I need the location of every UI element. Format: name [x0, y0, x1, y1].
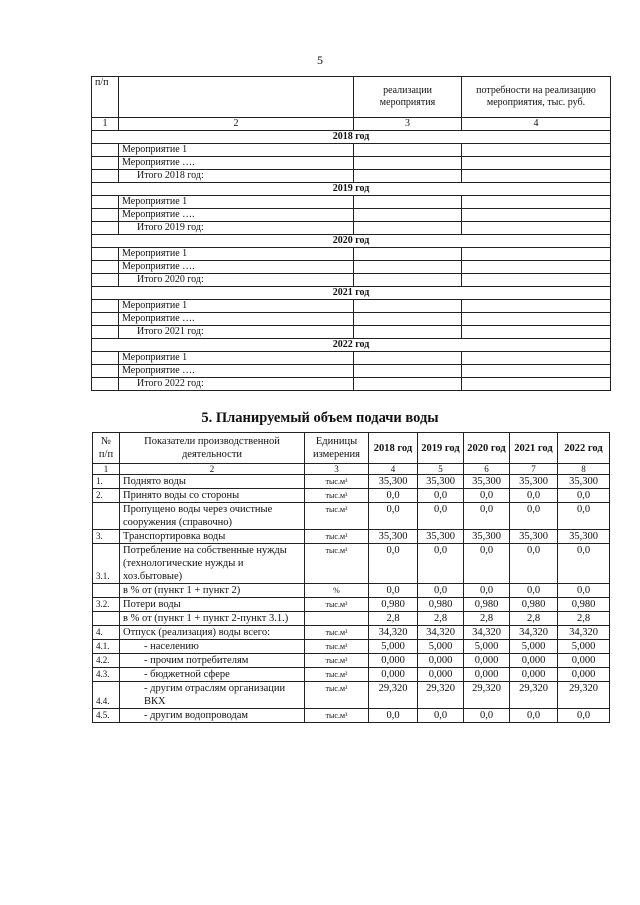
- event-cost-cell: [462, 144, 611, 157]
- supply-row-value: 35,300: [369, 475, 418, 489]
- event-cost-cell: [462, 196, 611, 209]
- event-row: [92, 352, 611, 365]
- supply-row-number: 1.: [93, 475, 120, 489]
- supply-row-value: 29,320: [369, 682, 418, 709]
- event-no-cell: [92, 170, 119, 183]
- event-no-cell: [92, 274, 119, 287]
- supply-row-unit: тыс.м³: [305, 654, 369, 668]
- supply-row-value: 35,300: [464, 530, 510, 544]
- events-number-cell: 3: [354, 118, 462, 131]
- supply-row: [93, 475, 610, 489]
- supply-row-number: 2.: [93, 489, 120, 503]
- year-total-row: [92, 326, 611, 339]
- supply-row-value: 34,320: [464, 626, 510, 640]
- supply-row-value: 2,8: [369, 612, 418, 626]
- supply-row-label: в % от (пункт 1 + пункт 2): [120, 584, 305, 598]
- event-implementation-cell: [354, 352, 462, 365]
- supply-number-cell: 8: [558, 464, 610, 475]
- event-no-cell: [92, 222, 119, 235]
- supply-row-value: 0,0: [464, 709, 510, 723]
- supply-row-value: 29,320: [464, 682, 510, 709]
- supply-col-year-header: 2019 год: [418, 433, 464, 464]
- supply-row-unit: тыс.м³: [305, 640, 369, 654]
- supply-row-value: 35,300: [464, 475, 510, 489]
- supply-row-value: 29,320: [418, 682, 464, 709]
- event-row: [92, 209, 611, 222]
- event-no-cell: [92, 300, 119, 313]
- event-no-cell: [92, 352, 119, 365]
- event-implementation-cell: [354, 248, 462, 261]
- supply-row-value: 0,0: [464, 489, 510, 503]
- supply-row-label: - населению: [120, 640, 305, 654]
- supply-row-value: 0,0: [464, 503, 510, 530]
- supply-row-value: 0,000: [418, 668, 464, 682]
- event-cost-cell: [462, 222, 611, 235]
- event-cost-cell: [462, 209, 611, 222]
- events-col-implementation-header: реализации мероприятия: [354, 77, 462, 118]
- event-implementation-cell: [354, 261, 462, 274]
- water-supply-table: [92, 432, 610, 723]
- year-group-row: [92, 235, 611, 248]
- supply-row: [93, 584, 610, 598]
- supply-row: [93, 709, 610, 723]
- supply-row-value: 0,000: [558, 654, 610, 668]
- event-cost-cell: [462, 274, 611, 287]
- event-implementation-cell: [354, 222, 462, 235]
- supply-row: [93, 489, 610, 503]
- supply-row-number: [93, 612, 120, 626]
- supply-col-indicator-header: Показатели производственной деятельности: [120, 433, 305, 464]
- supply-row-value: 5,000: [418, 640, 464, 654]
- supply-row-value: 0,0: [418, 584, 464, 598]
- supply-row-value: 0,980: [464, 598, 510, 612]
- supply-row-value: 0,0: [369, 489, 418, 503]
- supply-row-value: 0,0: [464, 544, 510, 584]
- supply-row-value: 35,300: [418, 475, 464, 489]
- supply-row-value: 5,000: [464, 640, 510, 654]
- supply-row-value: 5,000: [558, 640, 610, 654]
- event-name: Мероприятие 1: [119, 196, 354, 209]
- supply-row-value: 0,0: [558, 503, 610, 530]
- supply-row-number: 3.1.: [93, 544, 120, 584]
- event-cost-cell: [462, 313, 611, 326]
- supply-number-cell: 1: [93, 464, 120, 475]
- year-total-label: Итого 2022 год:: [119, 378, 354, 391]
- supply-row-label: Транспортировка воды: [120, 530, 305, 544]
- year-group-row: [92, 131, 611, 144]
- supply-row-unit: тыс.м³: [305, 530, 369, 544]
- supply-row-number: 4.1.: [93, 640, 120, 654]
- supply-col-year-header: 2020 год: [464, 433, 510, 464]
- supply-row-value: 0,000: [558, 668, 610, 682]
- event-no-cell: [92, 261, 119, 274]
- event-cost-cell: [462, 261, 611, 274]
- supply-row-number: [93, 503, 120, 530]
- supply-row-label: Поднято воды: [120, 475, 305, 489]
- year-total-row: [92, 170, 611, 183]
- supply-row-unit: тыс.м³: [305, 475, 369, 489]
- supply-row-value: 0,0: [510, 709, 558, 723]
- event-implementation-cell: [354, 209, 462, 222]
- supply-row-value: 0,000: [464, 654, 510, 668]
- supply-row-number: 4.: [93, 626, 120, 640]
- events-col-name-header: [119, 77, 354, 118]
- supply-row-value: 5,000: [510, 640, 558, 654]
- supply-row-unit: %: [305, 584, 369, 598]
- event-row: [92, 365, 611, 378]
- supply-row-unit: тыс.м³: [305, 489, 369, 503]
- supply-col-unit-header: Единицы измерения: [305, 433, 369, 464]
- event-no-cell: [92, 365, 119, 378]
- supply-row-value: 34,320: [418, 626, 464, 640]
- supply-row-number: 4.2.: [93, 654, 120, 668]
- supply-row-label: Потребление на собственные нужды (технологические нужды и хоз.бытовые): [120, 544, 305, 584]
- supply-row: [93, 530, 610, 544]
- supply-row-value: 29,320: [558, 682, 610, 709]
- event-implementation-cell: [354, 378, 462, 391]
- events-number-cell: 4: [462, 118, 611, 131]
- supply-row-value: 0,0: [510, 489, 558, 503]
- events-number-cell: 2: [119, 118, 354, 131]
- year-group-label: 2018 год: [92, 131, 611, 144]
- year-group-row: [92, 183, 611, 196]
- supply-row-number: 4.5.: [93, 709, 120, 723]
- supply-col-no-header: № п/п: [93, 433, 120, 464]
- event-no-cell: [92, 248, 119, 261]
- supply-row: [93, 640, 610, 654]
- event-no-cell: [92, 144, 119, 157]
- supply-row-label: - бюджетной сфере: [120, 668, 305, 682]
- supply-row-value: 0,0: [369, 709, 418, 723]
- supply-row-label: Пропущено воды через очистные сооружения (справочно): [120, 503, 305, 530]
- year-group-row: [92, 287, 611, 300]
- event-name: Мероприятие ….: [119, 157, 354, 170]
- events-numbers-row: [92, 118, 611, 131]
- event-name: Мероприятие ….: [119, 209, 354, 222]
- supply-row-unit: тыс.м³: [305, 503, 369, 530]
- event-implementation-cell: [354, 365, 462, 378]
- supply-numbers-row: [93, 464, 610, 475]
- event-row: [92, 313, 611, 326]
- events-col-cost-header: потребности на реализацию мероприятия, тыс. руб.: [462, 77, 611, 118]
- supply-row-value: 0,980: [558, 598, 610, 612]
- supply-row-label: Потери воды: [120, 598, 305, 612]
- supply-row-label: - другим водопроводам: [120, 709, 305, 723]
- event-cost-cell: [462, 170, 611, 183]
- year-total-row: [92, 378, 611, 391]
- event-row: [92, 144, 611, 157]
- supply-row-value: 2,8: [418, 612, 464, 626]
- supply-row-value: 0,0: [558, 709, 610, 723]
- supply-row-value: 34,320: [369, 626, 418, 640]
- supply-row: [93, 503, 610, 530]
- supply-number-cell: 2: [120, 464, 305, 475]
- supply-row-value: 0,0: [464, 584, 510, 598]
- event-implementation-cell: [354, 170, 462, 183]
- event-cost-cell: [462, 300, 611, 313]
- supply-row-number: 3.2.: [93, 598, 120, 612]
- year-total-label: Итого 2021 год:: [119, 326, 354, 339]
- supply-row-label: - другим отраслям организации ВКХ: [120, 682, 305, 709]
- events-number-cell: 1: [92, 118, 119, 131]
- section-title: 5. Планируемый объем подачи воды: [201, 410, 439, 426]
- supply-row-unit: тыс.м³: [305, 668, 369, 682]
- supply-number-cell: 7: [510, 464, 558, 475]
- event-implementation-cell: [354, 157, 462, 170]
- supply-row-value: 0,000: [369, 668, 418, 682]
- supply-row-value: 0,0: [418, 489, 464, 503]
- supply-row-value: 35,300: [558, 475, 610, 489]
- supply-row-value: 0,0: [558, 489, 610, 503]
- event-name: Мероприятие 1: [119, 352, 354, 365]
- supply-row-value: 5,000: [369, 640, 418, 654]
- event-no-cell: [92, 313, 119, 326]
- supply-row-value: 34,320: [510, 626, 558, 640]
- supply-row-value: 0,0: [558, 544, 610, 584]
- supply-row-value: 0,000: [464, 668, 510, 682]
- event-name: Мероприятие 1: [119, 300, 354, 313]
- supply-row-value: 2,8: [464, 612, 510, 626]
- supply-row-unit: тыс.м³: [305, 682, 369, 709]
- supply-row: [93, 598, 610, 612]
- supply-row-number: [93, 584, 120, 598]
- supply-row: [93, 682, 610, 709]
- supply-row-value: 34,320: [558, 626, 610, 640]
- event-row: [92, 300, 611, 313]
- event-no-cell: [92, 209, 119, 222]
- event-name: Мероприятие 1: [119, 144, 354, 157]
- supply-row-label: Принято воды со стороны: [120, 489, 305, 503]
- event-no-cell: [92, 378, 119, 391]
- supply-row: [93, 626, 610, 640]
- supply-row: [93, 668, 610, 682]
- event-name: Мероприятие 1: [119, 248, 354, 261]
- event-name: Мероприятие ….: [119, 313, 354, 326]
- year-group-label: 2021 год: [92, 287, 611, 300]
- supply-number-cell: 3: [305, 464, 369, 475]
- event-implementation-cell: [354, 300, 462, 313]
- supply-row-value: 0,0: [369, 584, 418, 598]
- event-row: [92, 261, 611, 274]
- year-group-label: 2020 год: [92, 235, 611, 248]
- supply-col-year-header: 2018 год: [369, 433, 418, 464]
- year-total-label: Итого 2018 год:: [119, 170, 354, 183]
- event-implementation-cell: [354, 326, 462, 339]
- event-implementation-cell: [354, 313, 462, 326]
- supply-row-value: 0,000: [369, 654, 418, 668]
- event-no-cell: [92, 157, 119, 170]
- supply-col-year-header: 2022 год: [558, 433, 610, 464]
- event-row: [92, 248, 611, 261]
- supply-row-value: 35,300: [558, 530, 610, 544]
- year-total-label: Итого 2019 год:: [119, 222, 354, 235]
- year-group-row: [92, 339, 611, 352]
- event-implementation-cell: [354, 144, 462, 157]
- supply-row-value: 0,980: [369, 598, 418, 612]
- supply-row-value: 0,0: [558, 584, 610, 598]
- supply-row-number: 4.4.: [93, 682, 120, 709]
- event-name: Мероприятие ….: [119, 365, 354, 378]
- supply-row-value: 2,8: [510, 612, 558, 626]
- supply-row-number: 4.3.: [93, 668, 120, 682]
- event-row: [92, 196, 611, 209]
- supply-row-value: 0,0: [418, 709, 464, 723]
- page-number: 5: [317, 53, 323, 67]
- supply-row-value: 35,300: [510, 530, 558, 544]
- event-cost-cell: [462, 326, 611, 339]
- supply-row: [93, 612, 610, 626]
- events-table: [91, 76, 611, 391]
- year-total-row: [92, 222, 611, 235]
- event-name: Мероприятие ….: [119, 261, 354, 274]
- event-no-cell: [92, 326, 119, 339]
- events-header-row: [92, 77, 611, 118]
- year-total-label: Итого 2020 год:: [119, 274, 354, 287]
- event-implementation-cell: [354, 274, 462, 287]
- event-implementation-cell: [354, 196, 462, 209]
- supply-row: [93, 654, 610, 668]
- event-cost-cell: [462, 248, 611, 261]
- supply-col-year-header: 2021 год: [510, 433, 558, 464]
- supply-row-value: 0,000: [510, 654, 558, 668]
- supply-row-value: 29,320: [510, 682, 558, 709]
- supply-row-value: 0,980: [418, 598, 464, 612]
- supply-row-value: 35,300: [510, 475, 558, 489]
- supply-row-unit: тыс.м³: [305, 626, 369, 640]
- supply-row-unit: тыс.м³: [305, 709, 369, 723]
- supply-row-value: 0,0: [510, 503, 558, 530]
- supply-row-label: Отпуск (реализация) воды всего:: [120, 626, 305, 640]
- event-cost-cell: [462, 365, 611, 378]
- supply-row-value: 0,0: [510, 544, 558, 584]
- supply-row-value: 0,0: [418, 544, 464, 584]
- event-row: [92, 157, 611, 170]
- supply-row-value: 0,000: [510, 668, 558, 682]
- supply-row-unit: [305, 612, 369, 626]
- supply-row-label: в % от (пункт 1 + пункт 2-пункт 3.1.): [120, 612, 305, 626]
- supply-row-value: 35,300: [418, 530, 464, 544]
- supply-row-unit: тыс.м³: [305, 544, 369, 584]
- year-total-row: [92, 274, 611, 287]
- supply-row-value: 0,0: [369, 503, 418, 530]
- event-cost-cell: [462, 157, 611, 170]
- supply-row-unit: тыс.м³: [305, 598, 369, 612]
- supply-row-value: 35,300: [369, 530, 418, 544]
- supply-header-row: [93, 433, 610, 464]
- supply-row-value: 0,000: [418, 654, 464, 668]
- event-cost-cell: [462, 352, 611, 365]
- year-group-label: 2022 год: [92, 339, 611, 352]
- events-col-no-header: п/п: [92, 77, 119, 118]
- supply-row-label: - прочим потребителям: [120, 654, 305, 668]
- supply-row-number: 3.: [93, 530, 120, 544]
- supply-row-value: 0,980: [510, 598, 558, 612]
- supply-row-value: 0,0: [418, 503, 464, 530]
- year-group-label: 2019 год: [92, 183, 611, 196]
- event-cost-cell: [462, 378, 611, 391]
- supply-number-cell: 4: [369, 464, 418, 475]
- supply-row-value: 2,8: [558, 612, 610, 626]
- supply-row: [93, 544, 610, 584]
- supply-number-cell: 5: [418, 464, 464, 475]
- supply-row-value: 0,0: [510, 584, 558, 598]
- supply-row-value: 0,0: [369, 544, 418, 584]
- supply-number-cell: 6: [464, 464, 510, 475]
- event-no-cell: [92, 196, 119, 209]
